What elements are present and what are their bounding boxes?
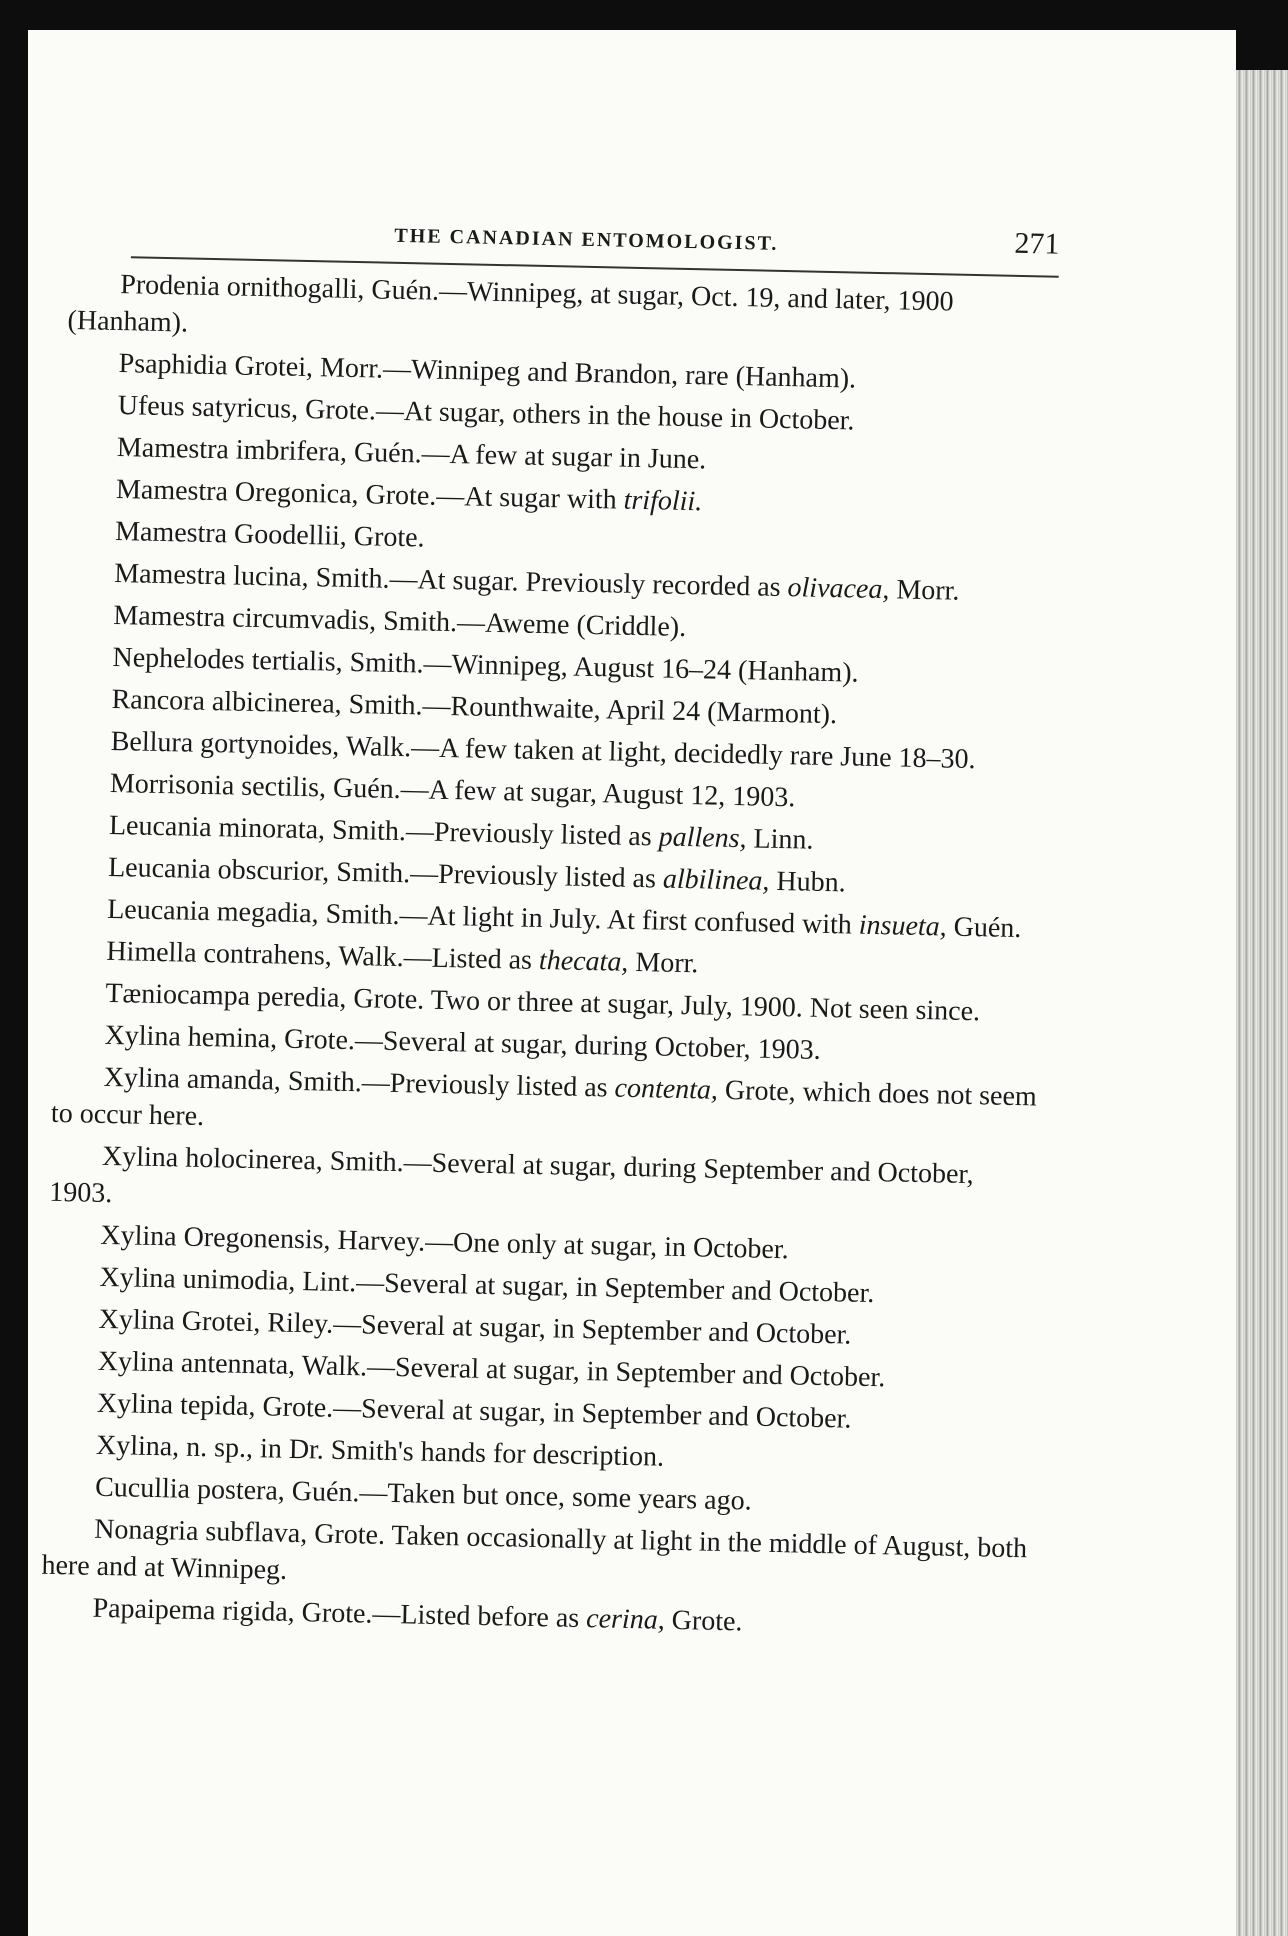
entry-text: Xylina holocinerea, Smith.—Several at sugar, during September and October, 1903.: [48, 1140, 974, 1210]
entry-text: Mamestra Goodellii, Grote.: [114, 516, 425, 554]
entry-text-tail: Guén.: [946, 911, 1022, 945]
entry-text-tail: Grote.: [664, 1604, 743, 1638]
book-binding-shadow: [0, 0, 28, 1936]
species-entry: [41, 1510, 1032, 1605]
entry-text: Tæniocampa peredia, Grote. Two or three at sugar, July, 1900. Not seen since.: [105, 977, 981, 1028]
entry-text: Xylina, n. sp., in Dr. Smith's hands for description.: [95, 1429, 665, 1473]
entry-text: Mamestra circumvadis, Smith.—Aweme (Criddle).: [113, 600, 687, 643]
entry-text: Xylina Oregonensis, Harvey.—One only at sugar, in October.: [100, 1219, 789, 1266]
entry-text: Morrisonia sectilis, Guén.—A few at sugar, August 12, 1903.: [109, 767, 796, 814]
species-list: [40, 265, 1058, 1646]
entry-text: Rancora albicinerea, Smith.—Rounthwaite, April 24 (Marmont).: [111, 683, 838, 731]
entry-text: Xylina tepida, Grote.—Several at sugar, in September and October.: [96, 1387, 852, 1435]
entry-text: Xylina unimodia, Lint.—Several at sugar, in September and October.: [99, 1261, 875, 1310]
entry-text: Prodenia ornithogalli, Guén.—Winnipeg, at sugar, Oct. 19, and later, 1900 (Hanham).: [67, 269, 954, 339]
entry-text: Papaipema rigida, Grote.—Listed before as: [92, 1592, 587, 1635]
species-entry: [49, 1137, 1040, 1232]
entry-text: Mamestra Oregonica, Grote.—At sugar with: [115, 474, 625, 516]
entry-italic-name: pallens,: [658, 821, 747, 855]
entry-text: Bellura gortynoides, Walk.—A few taken at light, decidedly rare June 18–30.: [110, 725, 976, 776]
entry-text: Xylina amanda, Smith.—Previously listed as: [103, 1061, 615, 1104]
entry-text: Nephelodes tertialis, Smith.—Winnipeg, August 16–24 (Hanham).: [112, 641, 859, 689]
entry-text-tail: Morr.: [889, 574, 960, 607]
entry-italic-name: olivacea,: [787, 572, 890, 606]
entry-text-tail: Grote, which does not seem to occur here.: [50, 1074, 1038, 1133]
entry-text: Xylina Grotei, Riley.—Several at sugar, in September and October.: [98, 1303, 852, 1351]
entry-text: Mamestra imbrifera, Guén.—A few at sugar in June.: [116, 432, 707, 476]
entry-text: Leucania minorata, Smith.—Previously listed as: [108, 809, 660, 853]
entry-italic-name: insueta,: [858, 909, 948, 943]
entry-text: Cucullia postera, Guén.—Taken but once, some years ago.: [94, 1471, 752, 1517]
entry-text: Leucania megadia, Smith.—At light in July. At first confused with: [106, 893, 860, 941]
entry-text: Himella contrahens, Walk.—Listed as: [106, 935, 540, 976]
entry-italic-name: thecata,: [538, 944, 629, 978]
page-content: [40, 205, 1060, 1651]
species-entry: [51, 1058, 1042, 1153]
page-stack-edge: [1236, 70, 1288, 1936]
entry-text: Psaphidia Grotei, Morr.—Winnipeg and Brandon, rare (Hanham).: [118, 348, 857, 395]
entry-text-tail: Linn.: [746, 823, 814, 856]
page-number: 271: [1014, 226, 1060, 261]
entry-text: Xylina hemina, Grote.—Several at sugar, during October, 1903.: [104, 1019, 822, 1066]
species-entry: [67, 265, 1058, 360]
journal-title: THE CANADIAN ENTOMOLOGIST.: [394, 224, 779, 255]
entry-text: Xylina antennata, Walk.—Several at sugar, in September and October.: [97, 1345, 886, 1394]
entry-text-tail: Morr.: [628, 946, 699, 980]
entry-italic-name: contenta,: [614, 1072, 719, 1106]
entry-text: Ufeus satyricus, Grote.—At sugar, others in the house in October.: [117, 390, 855, 437]
entry-text: Nonagria subflava, Grote. Taken occasionally at light in the middle of August, both here and at Winnipeg.: [41, 1513, 1028, 1586]
entry-italic-name: albilinea,: [662, 863, 770, 897]
entry-text: Mamestra lucina, Smith.—At sugar. Previously recorded as: [113, 558, 788, 604]
entry-italic-name: cerina,: [585, 1603, 666, 1636]
entry-text-tail: Hubn.: [769, 865, 846, 899]
entry-text: Leucania obscurior, Smith.—Previously listed as: [107, 851, 664, 895]
entry-italic-name: trifolii.: [623, 484, 703, 518]
